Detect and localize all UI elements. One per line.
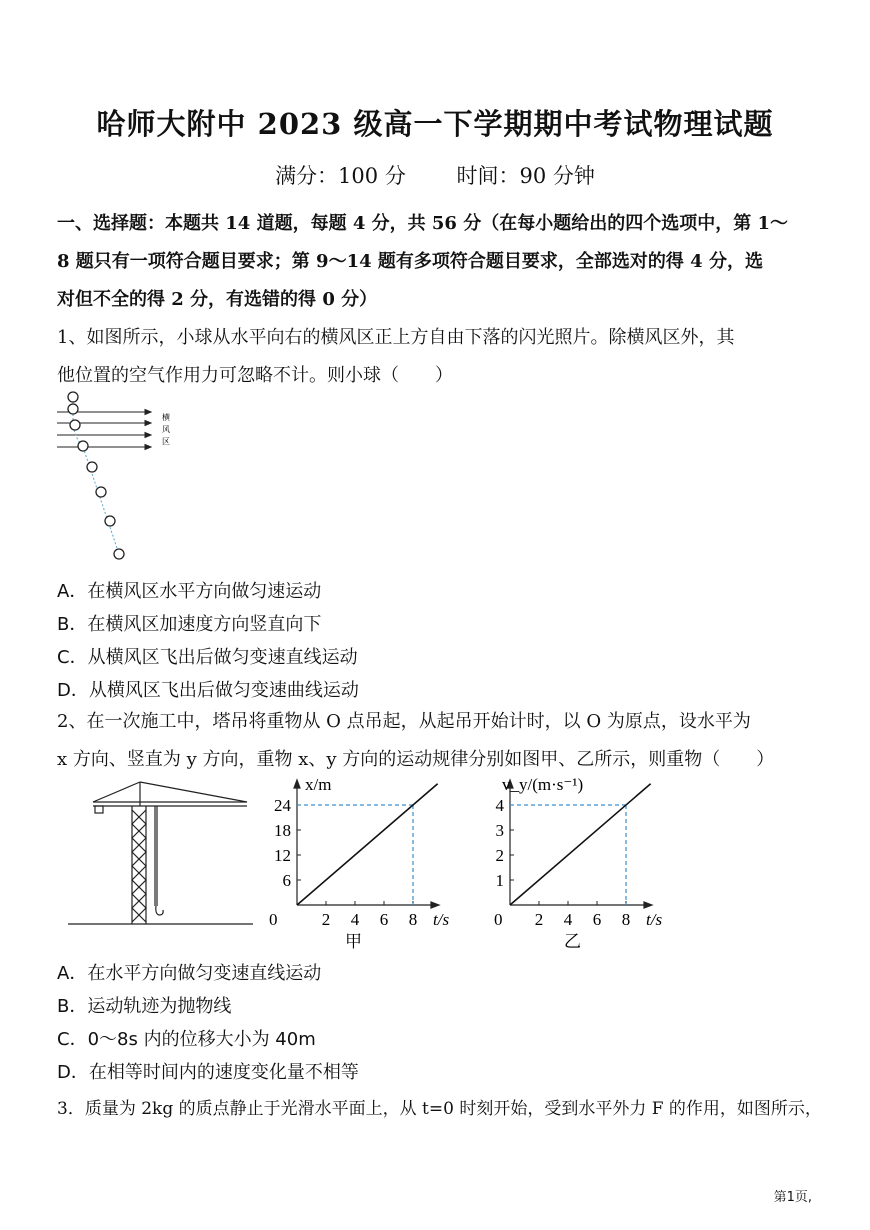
question-line: 他位置的空气作用力可忽略不计。则小球（ ）	[57, 365, 453, 386]
tower-crane-figure	[65, 780, 255, 930]
section-heading	[57, 205, 817, 319]
crosswind-figure	[55, 388, 185, 568]
y-tick-label: 6	[282, 871, 291, 890]
figure-label: 风	[162, 425, 170, 434]
page-title: 哈师大附中 2023 级高一下学期期中考试物理试题	[96, 107, 774, 141]
y-axis-label: x/m	[305, 775, 332, 794]
section-heading-line: 一、选择题：本题共 14 道题，每题 4 分，共 56 分（在每小题给出的四个选项中，第 1～	[57, 213, 789, 234]
x-tick-label: 4	[350, 910, 360, 929]
chart-yi	[478, 772, 678, 954]
series-line	[510, 784, 651, 905]
section-heading-line: 8 题只有一项符合题目要求；第 9～14 题有多项符合题目要求，全部选对的得 4 分，选	[57, 251, 763, 272]
q1-option-c[interactable]: C．从横风区飞出后做匀变速直线运动	[57, 647, 358, 668]
x-axis-label: t/s	[433, 910, 450, 929]
exam-time: 时间：90 分钟	[456, 164, 595, 188]
q2-option-b[interactable]: B．运动轨迹为抛物线	[57, 996, 232, 1017]
section-heading-line: 对但不全的得 2 分，有选错的得 0 分）	[57, 289, 378, 310]
origin-label: 0	[494, 910, 503, 929]
question-3-stem: 3．质量为 2kg 的质点静止于光滑水平面上，从 t=0 时刻开始，受到水平外力 F 的作用，如图所示，	[57, 1099, 822, 1119]
x-tick-label: 8	[408, 910, 418, 929]
y-tick-label: 3	[495, 821, 504, 840]
x-tick-label: 6	[592, 910, 602, 929]
q1-option-d[interactable]: D．从横风区飞出后做匀变速曲线运动	[57, 680, 359, 701]
q1-option-b[interactable]: B．在横风区加速度方向竖直向下	[57, 614, 322, 635]
question-line: 1、如图所示，小球从水平向右的横风区正上方自由下落的闪光照片。除横风区外，其	[57, 327, 735, 348]
y-tick-label: 12	[274, 846, 291, 865]
x-tick-label: 6	[379, 910, 389, 929]
origin-label: 0	[269, 910, 278, 929]
y-tick-label: 24	[274, 796, 291, 815]
y-tick-label: 4	[495, 796, 504, 815]
question-2-stem	[57, 703, 817, 779]
y-axis-label: v_y/(m·s⁻¹)	[502, 775, 584, 794]
x-tick-label: 4	[563, 910, 573, 929]
question-1-stem	[57, 319, 817, 395]
x-tick-label: 2	[534, 910, 544, 929]
q2-option-d[interactable]: D．在相等时间内的速度变化量不相等	[57, 1062, 359, 1083]
series-line	[297, 784, 438, 905]
exam-info	[0, 160, 870, 190]
q2-option-a[interactable]: A．在水平方向做匀变速直线运动	[57, 963, 322, 984]
full-score: 满分：100 分	[275, 164, 406, 188]
y-tick-label: 1	[495, 871, 504, 890]
question-line: 2、在一次施工中，塔吊将重物从 O 点吊起，从起吊开始计时，以 O 为原点，设水平为	[57, 711, 751, 732]
page-number: 第1页,	[773, 1190, 812, 1205]
chart-title: 乙	[564, 932, 581, 951]
y-tick-label: 18	[274, 821, 291, 840]
x-axis-label: t/s	[646, 910, 663, 929]
q2-option-c[interactable]: C．0～8s 内的位移大小为 40m	[57, 1029, 316, 1050]
chart-jia	[265, 772, 465, 954]
figure-label: 区	[162, 437, 170, 446]
y-tick-label: 2	[495, 846, 504, 865]
x-tick-label: 8	[621, 910, 631, 929]
x-tick-label: 2	[321, 910, 331, 929]
q1-option-a[interactable]: A．在横风区水平方向做匀速运动	[57, 581, 322, 602]
chart-title: 甲	[345, 932, 362, 951]
figure-label: 横	[162, 413, 170, 422]
question-line: x 方向、竖直为 y 方向，重物 x、y 方向的运动规律分别如图甲、乙所示，则重物（ ）	[57, 749, 775, 770]
